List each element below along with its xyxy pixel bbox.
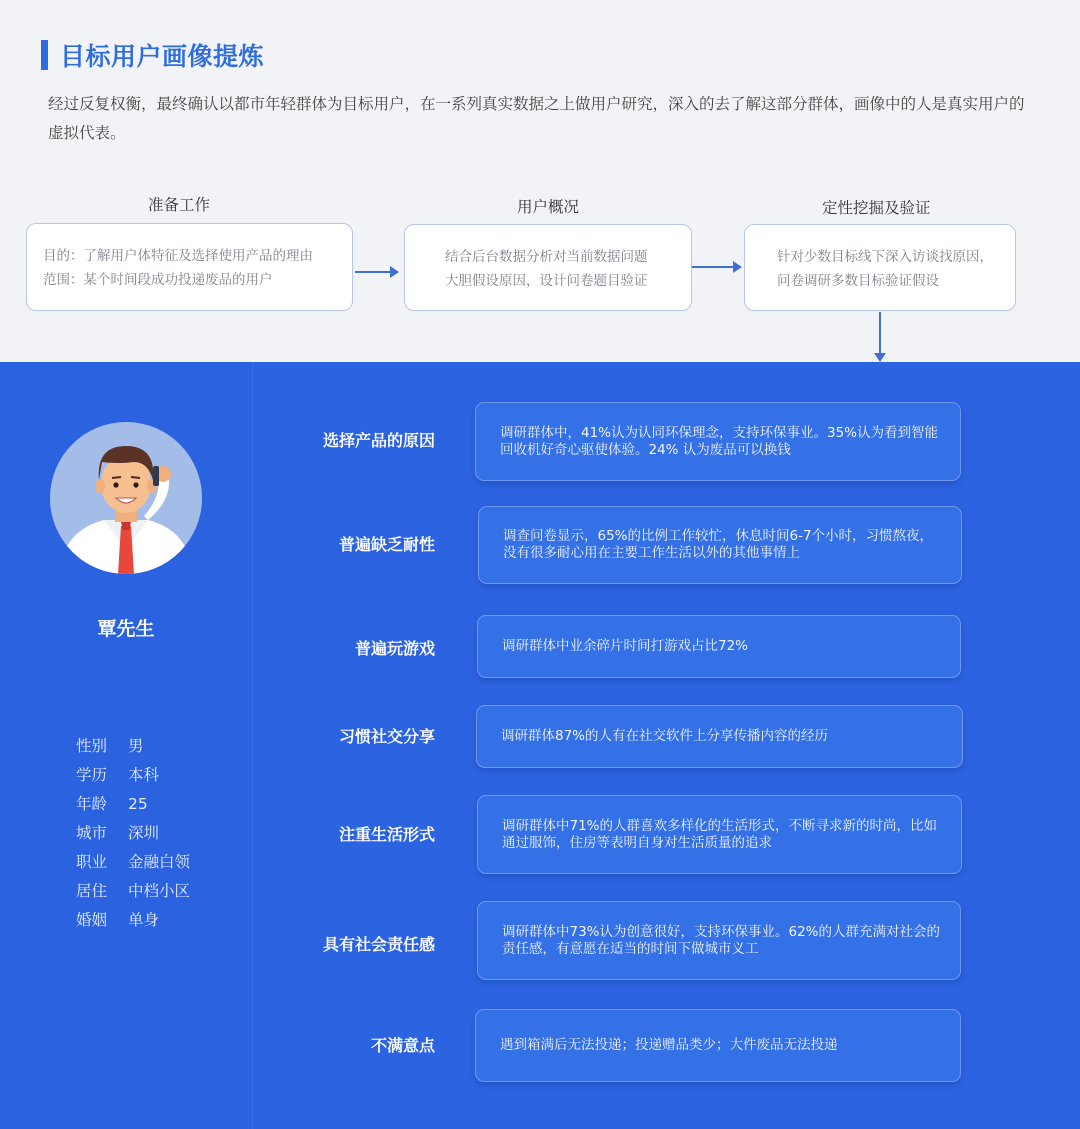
step-label-prepare: 准备工作 — [148, 196, 211, 214]
trait-box-lifestyle — [477, 795, 962, 874]
persona-panel — [0, 362, 253, 1129]
trait-box-reason — [475, 402, 961, 481]
overview-section — [0, 0, 1080, 362]
trait-label-impatience: 普遍缺乏耐性 — [338, 535, 435, 554]
info-value: 金融白领 — [128, 853, 191, 871]
trait-box-impatience — [478, 506, 962, 584]
info-key: 年龄 — [76, 795, 108, 813]
info-key: 学历 — [76, 766, 108, 784]
avatar — [50, 422, 202, 574]
step-label-validate: 定性挖掘及验证 — [822, 199, 931, 217]
flow-arrow-1 — [355, 271, 397, 273]
info-row-education — [76, 763, 190, 792]
info-key: 职业 — [76, 853, 108, 871]
info-row-residence — [76, 879, 190, 908]
trait-label-gaming: 普遍玩游戏 — [354, 639, 435, 658]
flow-box-line: 针对少数目标线下深入访谈找原因， — [777, 249, 993, 265]
trait-label-lifestyle: 注重生活形式 — [338, 825, 435, 844]
title-accent-bar — [41, 40, 48, 70]
trait-label-responsibility: 具有社会责任感 — [322, 935, 435, 954]
page-title: 目标用户画像提炼 — [60, 42, 265, 71]
info-key: 婚姻 — [76, 911, 108, 929]
trait-text: 调研群体中业余碎片时间打游戏占比72% — [502, 638, 749, 654]
persona-section — [0, 362, 1080, 1129]
info-row-city — [76, 821, 190, 850]
info-value: 单身 — [128, 911, 160, 929]
flow-box-line: 问卷调研多数目标验证假设 — [777, 273, 939, 289]
flow-box-line: 大胆假设原因，设计问卷题目验证 — [445, 273, 648, 289]
persona-info-list — [76, 734, 190, 937]
info-value: 中档小区 — [128, 882, 191, 900]
info-row-gender — [76, 734, 190, 763]
info-value: 深圳 — [128, 824, 160, 842]
info-value: 本科 — [128, 766, 160, 784]
flow-box-prepare — [26, 223, 353, 311]
step-label-overview: 用户概况 — [517, 198, 580, 216]
flow-arrow-2 — [692, 266, 740, 268]
trait-text: 调研群体中，41%认为认同环保理念，支持环保事业。35%认为看到智能回收机好奇心驱使体验。24% 认为废品可以换钱 — [500, 424, 939, 458]
trait-box-responsibility — [477, 901, 961, 980]
info-key: 性别 — [76, 737, 108, 755]
intro-paragraph: 经过反复权衡，最终确认以都市年轻群体为目标用户，在一系列真实数据之上做用户研究，深入的去了解这部分群体，画像中的人是真实用户的虚拟代表。 — [48, 95, 1025, 142]
flow-box-overview — [404, 224, 692, 311]
trait-text: 调研群体中71%的人群喜欢多样化的生活形式，不断寻求新的时尚，比如通过服饰，住房等表明自身对生活质量的追求 — [502, 817, 938, 851]
trait-text: 调研群体中73%认为创意很好，支持环保事业。62%的人群充满对社会的责任感，有意愿在适当的时间下做城市义工 — [502, 923, 941, 957]
flow-arrow-down — [879, 312, 881, 358]
trait-text: 调查问卷显示，65%的比例工作较忙，休息时间6-7个小时，习惯熬夜，没有很多耐心用在主要工作生活以外的其他事情上 — [503, 528, 934, 561]
flow-box-line: 结合后台数据分析对当前数据问题 — [445, 249, 648, 265]
info-value: 男 — [128, 737, 144, 755]
trait-box-dissatisfaction — [475, 1009, 961, 1082]
info-value: 25 — [128, 795, 148, 813]
info-row-occupation — [76, 850, 190, 879]
trait-text: 遇到箱满后无法投递；投递赠品类少；大件废品无法投递 — [500, 1037, 838, 1053]
flow-box-line: 范围：某个时间段成功投递废品的用户 — [43, 272, 273, 288]
info-row-age — [76, 792, 190, 821]
flow-box-line: 目的：了解用户体特征及选择使用产品的理由 — [43, 248, 313, 264]
trait-label-social: 习惯社交分享 — [338, 727, 435, 746]
trait-label-reason: 选择产品的原因 — [322, 431, 435, 450]
trait-label-dissatisfaction: 不满意点 — [370, 1036, 435, 1055]
persona-name: 覃先生 — [97, 618, 155, 640]
trait-box-social — [476, 705, 963, 768]
trait-box-gaming — [477, 615, 961, 678]
trait-text: 调研群体87%的人有在社交软件上分享传播内容的经历 — [501, 728, 829, 744]
info-key: 居住 — [76, 882, 108, 900]
info-row-marital — [76, 908, 190, 937]
flow-box-validate — [744, 224, 1016, 311]
info-key: 城市 — [76, 824, 108, 842]
